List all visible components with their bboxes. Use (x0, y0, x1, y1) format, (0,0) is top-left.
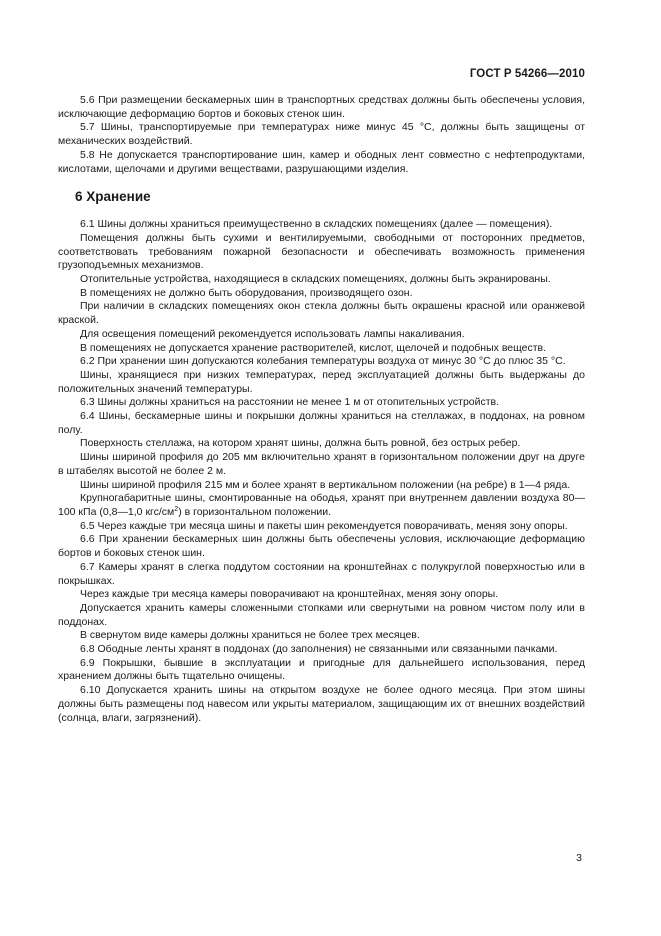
pressure-text-end: ) в горизонтальном положении. (178, 505, 332, 518)
paragraph: Помещения должны быть сухими и вентилируемыми, свободными от посторонних предметов, соответствовать требованиям пожарной безопасности и обеспечивать возможность применения грузоподъемных механизмов. (58, 231, 585, 272)
section-heading-storage: 6 Хранение (75, 189, 151, 205)
superscript-2: 2 (174, 505, 179, 513)
paragraph-6-5: 6.5 Через каждые три месяца шины и пакеты шин рекомендуется поворачивать, меняя зону опоры. (80, 519, 568, 532)
paragraph: При наличии в складских помещениях окон стекла должны быть окрашены красной или оранжевой краской. (58, 300, 585, 327)
paragraph: В помещениях не должно быть оборудования, производящего озон. (80, 286, 413, 299)
paragraph-6-7: 6.7 Камеры хранят в слегка поддутом состоянии на кронштейнах с полукруглой поверхностью или в покрышках. (58, 560, 585, 587)
paragraph-6-1: 6.1 Шины должны храниться преимущественно в складских помещениях (далее — помещения). (80, 218, 553, 231)
paragraph-pressure (58, 492, 585, 519)
paragraph-6-6: 6.6 При хранении бескамерных шин должны быть обеспечены условия, исключающие деформацию бортов и боковых стенок шин. (58, 533, 585, 560)
paragraph: Шины шириной профиля до 205 мм включительно хранят в горизонтальном положении друг на друге в штабелях высотой не более 2 м. (58, 451, 585, 477)
paragraph: Допускается хранить камеры сложенными стопками или свернутыми на ровном чистом полу или в поддонах. (58, 601, 585, 628)
paragraph-6-2: 6.2 При хранении шин допускаются колебания температуры воздуха от минус 30 °С до плюс 35 °С. (80, 355, 566, 368)
paragraph: В помещениях не допускается хранение растворителей, кислот, щелочей и подобных веществ. (80, 341, 547, 354)
paragraph: Через каждые три месяца камеры поворачивают на кронштейнах, меняя зону опоры. (80, 588, 499, 601)
paragraph-6-8: 6.8 Ободные ленты хранят в поддонах (до заполнения) не связанными или связанными пачками. (80, 643, 558, 656)
paragraph: Для освещения помещений рекомендуется использовать лампы накаливания. (80, 327, 465, 340)
paragraph-6-4: 6.4 Шины, бескамерные шины и покрышки должны храниться на стеллажах, в поддонах, на ровном полу. (58, 410, 585, 436)
paragraph-5-8: 5.8 Не допускается транспортирование шин, камер и ободных лент совместно с нефтепродуктами, кислотами, щелочами и другими веществами, разрушающими изделия. (58, 148, 585, 175)
paragraph-6-10: 6.10 Допускается хранить шины на открытом воздухе не более одного месяца. При этом шины должны быть размещены под навесом или укрыты материалом, защищающим их от внешних воздействий (солнца, влаги, загрязнений). (58, 684, 585, 724)
paragraph: Отопительные устройства, находящиеся в складских помещениях, должны быть экранированы. (80, 273, 551, 286)
paragraph-5-7: 5.7 Шины, транспортируемые при температурах ниже минус 45 °С, должны быть защищены от механических воздействий. (58, 121, 585, 148)
page-content (58, 94, 585, 725)
paragraph: Шины шириной профиля 215 мм и более хранят в вертикальном положении (на ребре) в 1—4 ряда. (80, 478, 571, 491)
pressure-text-start: Крупногабаритные шины, смонтированные на ободья, хранят при внутреннем давлении воздуха 80—100 кПа (0,8—1,0 кгс/см (58, 492, 585, 518)
page-number: 3 (576, 852, 582, 864)
paragraph-6-3: 6.3 Шины должны храниться на расстоянии не менее 1 м от отопительных устройств. (80, 396, 500, 409)
paragraph: Поверхность стеллажа, на котором хранят шины, должна быть ровной, без острых ребер. (80, 437, 521, 450)
document-code-header: ГОСТ Р 54266—2010 (469, 68, 585, 80)
paragraph: В свернутом виде камеры должны храниться не более трех месяцев. (80, 629, 420, 642)
paragraph-5-6: 5.6 При размещении бескамерных шин в транспортных средствах должны быть обеспечены условия, исключающие деформацию бортов и боковых стенок шин. (58, 94, 585, 120)
paragraph-6-9: 6.9 Покрышки, бывшие в эксплуатации и пригодные для дальнейшего использования, перед хранением должны быть тщательно очищены. (58, 656, 585, 683)
paragraph: Шины, хранящиеся при низких температурах, перед эксплуатацией должны быть выдержаны до положительных значений температуры. (58, 368, 585, 395)
